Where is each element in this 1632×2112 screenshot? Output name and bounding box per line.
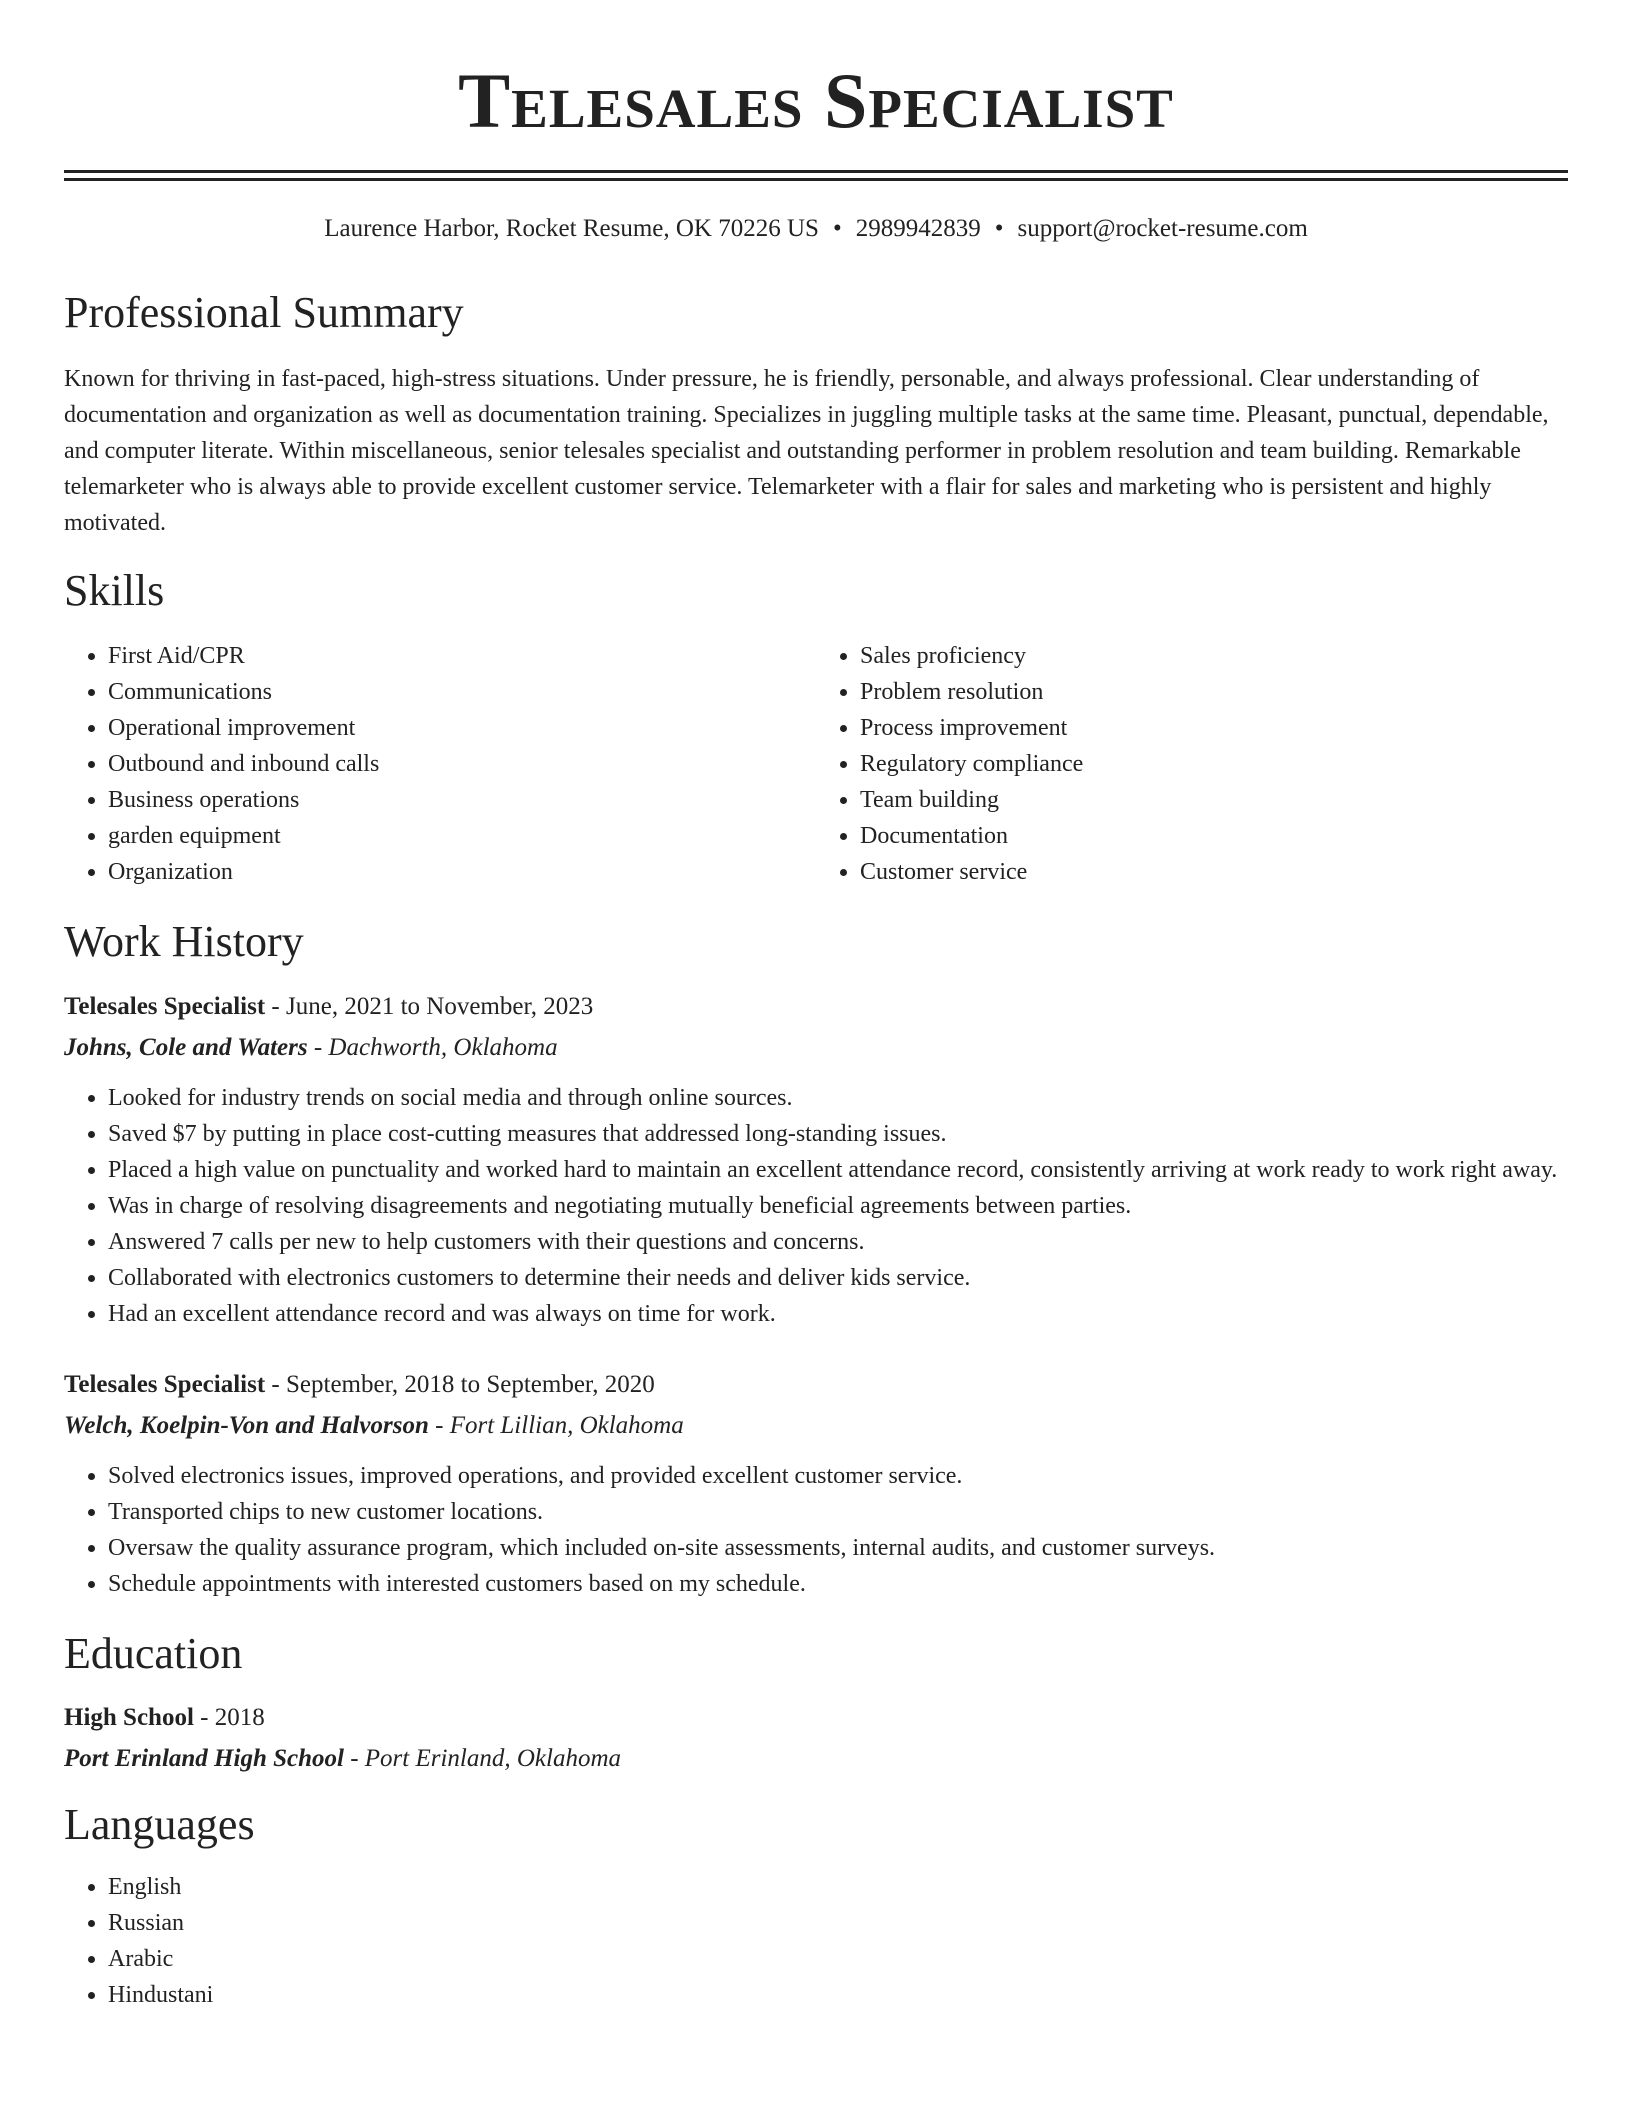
job-duty: • Answered 7 calls per new to help customers with their questions and concerns. [108, 1224, 1568, 1260]
contact-phone: 2989942839 [855, 215, 981, 242]
title-divider [64, 170, 1568, 181]
skill-item: • Documentation [860, 818, 1568, 854]
job-title-line [64, 1372, 1568, 1397]
skill-item: • garden equipment [108, 818, 816, 854]
job-title: Telesales Specialist [64, 1371, 266, 1399]
summary-text: Known for thriving in fast-paced, high-stress situations. Under pressure, he is friendly, personable, and always professional. Clear understanding of documentation and organization as well as documentation training. Specializes in juggling multiple tasks at the same time. Pleasant, punctual, dependable, and computer literate. Within miscellaneous, senior telesales specialist and outstanding performer in problem resolution and team building. Remarkable telemarketer who is always able to provide excellent customer service. Telemarketer with a flair for sales and marketing who is persistent and highly motivated. [64, 366, 1549, 537]
skills-heading: Skills [64, 566, 165, 616]
resume-title: Telesales Specialist [458, 57, 1174, 144]
language-item: • Arabic [108, 1941, 1568, 1977]
job-duty: • Was in charge of resolving disagreements and negotiating mutually beneficial agreements between parties. [108, 1188, 1568, 1224]
skill-item: • Team building [860, 782, 1568, 818]
skill-item: • Process improvement [860, 710, 1568, 746]
contact-separator: • [832, 215, 842, 242]
job-duties-list [64, 1458, 1568, 1602]
job-duty: • Saved $7 by putting in place cost-cutting measures that addressed long-standing issues. [108, 1116, 1568, 1152]
job-duty: • Placed a high value on punctuality and worked hard to maintain an excellent attendance record, consistently arriving at work ready to work right away. [108, 1152, 1568, 1188]
job-title: Telesales Specialist [64, 993, 266, 1021]
job-entry [64, 1372, 1568, 1602]
skill-item: • Operational improvement [108, 710, 816, 746]
job-entry [64, 994, 1568, 1332]
employer-location: - Fort Lillian, Oklahoma [428, 1412, 684, 1440]
contact-info [64, 216, 1568, 241]
contact-email: support@rocket-resume.com [1017, 215, 1308, 242]
education-year: - 2018 [193, 1703, 265, 1731]
work-history-heading: Work History [64, 916, 304, 966]
education-degree: High School [64, 1703, 194, 1731]
contact-address: Laurence Harbor, Rocket Resume, OK 70226 US [324, 215, 819, 242]
contact-separator: • [994, 215, 1004, 242]
employer-line [64, 1035, 1568, 1060]
job-duty: • Solved electronics issues, improved operations, and provided excellent customer service. [108, 1458, 1568, 1494]
education-school-line [64, 1746, 1568, 1771]
skills-list-left [64, 638, 816, 890]
employer-line [64, 1413, 1568, 1438]
languages-heading: Languages [64, 1799, 255, 1849]
language-item: • Hindustani [108, 1977, 1568, 2013]
job-duty: • Schedule appointments with interested customers based on my schedule. [108, 1566, 1568, 1602]
job-dates: - June, 2021 to November, 2023 [265, 993, 594, 1021]
skill-item: • Organization [108, 854, 816, 890]
skill-item: • Outbound and inbound calls [108, 746, 816, 782]
job-duty: • Transported chips to new customer locations. [108, 1494, 1568, 1530]
skills-columns [64, 638, 1568, 890]
employer-location: - Dachworth, Oklahoma [307, 1034, 558, 1062]
job-duty: • Collaborated with electronics customers to determine their needs and deliver kids service. [108, 1260, 1568, 1296]
skills-list-right [816, 638, 1568, 890]
education-heading: Education [64, 1629, 243, 1679]
languages-list [64, 1869, 1568, 2013]
language-item: • English [108, 1869, 1568, 1905]
summary-heading: Professional Summary [64, 288, 464, 337]
employer-name: Welch, Koelpin-Von and Halvorson [64, 1412, 429, 1440]
job-duties-list [64, 1080, 1568, 1332]
job-duty: • Had an excellent attendance record and was always on time for work. [108, 1296, 1568, 1332]
job-title-line [64, 994, 1568, 1019]
education-location: - Port Erinland, Oklahoma [343, 1744, 622, 1772]
skill-item: • Business operations [108, 782, 816, 818]
employer-name: Johns, Cole and Waters [64, 1034, 308, 1062]
divider-line-bottom [64, 178, 1568, 181]
skill-item: • Sales proficiency [860, 638, 1568, 674]
education-degree-line [64, 1705, 1568, 1730]
skill-item: • Communications [108, 674, 816, 710]
skill-item: • Customer service [860, 854, 1568, 890]
job-duty: • Oversaw the quality assurance program, which included on-site assessments, internal audits, and customer surveys. [108, 1530, 1568, 1566]
language-item: • Russian [108, 1905, 1568, 1941]
job-dates: - September, 2018 to September, 2020 [265, 1371, 655, 1399]
job-duty: • Looked for industry trends on social media and through online sources. [108, 1080, 1568, 1116]
education-school: Port Erinland High School [64, 1744, 344, 1772]
skill-item: • First Aid/CPR [108, 638, 816, 674]
skill-item: • Problem resolution [860, 674, 1568, 710]
skill-item: • Regulatory compliance [860, 746, 1568, 782]
divider-line-top [64, 170, 1568, 173]
